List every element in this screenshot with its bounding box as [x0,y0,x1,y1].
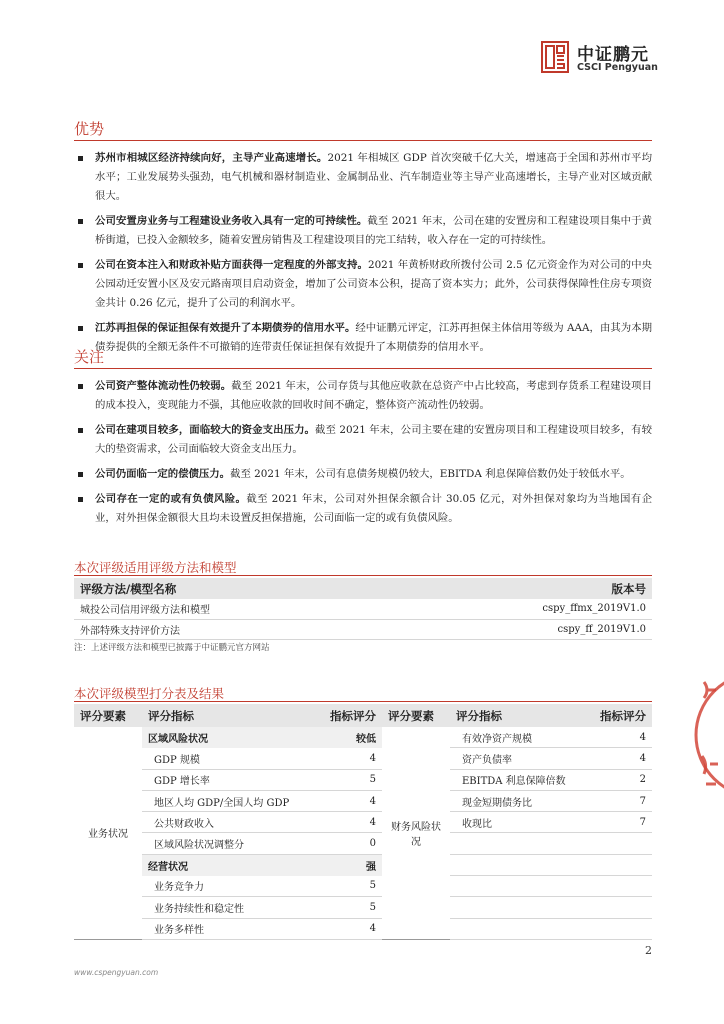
methods-title: 本次评级适用评级方法和模型 [74,560,237,575]
indicator-name: 现金短期债务比 [450,790,582,811]
item-text: 截至 2021 年末，公司有息债务规模仍较大，EBITDA 利息保障倍数仍处于较低水平。 [230,468,631,480]
page-header [0,0,724,110]
table-header-row [74,578,652,599]
indicator-score: 4 [306,812,382,833]
item-text: 2021 年黄桥财政所拨付公司 2.5 亿元资金作为对公司的中央公园动迁安置小区及安元路南项目启动资金，增加了公司资本公积，提高了资本实力；此外，公司获得保障性住房专项资金共计 0.26 亿元，提升了公司的利润水平。 [95,259,653,309]
item-heading: 公司资产整体流动性仍较弱。 [95,380,232,392]
indicator-score: 7 [582,790,652,811]
method-name: 城投公司信用评级方法和模型 [74,599,393,619]
empty-cell [582,833,652,854]
methods-rule [74,575,652,576]
indicator-name: GDP 规模 [142,748,306,769]
item-heading: 江苏再担保的保证担保有效提升了本期债券的信用水平。 [95,322,356,334]
indicator-name: 收现比 [450,812,582,833]
table-row [74,833,652,854]
indicator-name: 业务多样性 [142,918,306,939]
col-indicator-2: 评分指标 [450,704,582,727]
item-heading: 公司存在一定的或有负债风险。 [95,493,247,505]
strengths-rule [74,140,652,141]
table-row [74,727,652,748]
col-version: 版本号 [393,578,652,599]
indicator-name: 公共财政收入 [142,812,306,833]
indicator-name: 业务竞争力 [142,876,306,897]
indicator-score: 5 [306,769,382,790]
list-item [74,490,652,528]
footer-url: www.cspengyuan.com [74,968,159,977]
bullet-icon [78,472,83,477]
operation-score: 强 [306,854,382,875]
indicator-score: 4 [306,748,382,769]
table-row [74,748,652,769]
item-heading: 公司在建项目较多，面临较大的资金支出压力。 [95,424,316,436]
model-rule [74,701,652,702]
col-factor: 评分要素 [74,704,142,727]
table-row [74,812,652,833]
indicator-score: 4 [306,790,382,811]
indicator-name: 资产负债率 [450,748,582,769]
indicator-score: 4 [306,918,382,939]
list-item [74,319,652,357]
empty-cell [450,918,582,939]
table-row [74,599,652,619]
item-heading: 公司在资本注入和财政补贴方面获得一定程度的外部支持。 [95,259,368,271]
indicator-name: 业务持续性和稳定性 [142,897,306,918]
col-factor-2: 评分要素 [382,704,450,727]
table-row [74,790,652,811]
table-row [74,769,652,790]
item-heading: 公司安置房业务与工程建设业务收入具有一定的可持续性。 [95,215,368,227]
methods-table [74,578,652,640]
indicator-score: 4 [582,748,652,769]
list-item [74,149,652,206]
col-indicator: 评分指标 [142,704,306,727]
item-text: 截至 2021 年末，公司主要在建的安置房项目和工程建设项目较多，有较大的垫资需求，公司面临较大资金支出压力。 [95,424,653,455]
item-heading: 公司仍面临一定的偿债压力。 [95,468,231,480]
col-score: 指标评分 [306,704,382,727]
bullet-icon [78,326,83,331]
model-title: 本次评级模型打分表及结果 [74,686,225,701]
item-text: 2021 年相城区 GDP 首次突破千亿大关，增速高于全国和苏州市平均水平；工业发展势头强劲，电气机械和器材制造业、金属制品业、汽车制造业等主导产业高速增长，主导产业对区域贡献很大。 [95,152,652,202]
empty-cell [582,876,652,897]
region-subheading: 区域风险状况 [142,727,306,748]
col-method-name: 评级方法/模型名称 [74,578,393,599]
empty-cell [450,876,582,897]
list-item [74,465,652,484]
method-version: cspy_ff_2019V1.0 [393,619,652,640]
indicator-score: 4 [582,727,652,748]
table-row [74,619,652,640]
list-item [74,377,652,415]
empty-cell [582,918,652,939]
concerns-rule [74,368,652,369]
page-number: 2 [645,944,652,957]
operation-subheading: 经营状况 [142,854,306,875]
table-row [74,918,652,939]
seal-stamp-icon [688,660,724,810]
empty-cell [450,897,582,918]
bullet-icon [78,384,83,389]
empty-cell [582,854,652,875]
item-text: 截至 2021 年末，公司对外担保余额合计 30.05 亿元，对外担保对象均为当地国有企业，对外担保金额很大且均未设置反担保措施，公司面临一定的或有负债风险。 [95,493,652,524]
brand-name-en: CSCI Pengyuan [577,62,658,73]
item-text: 截至 2021 年末，公司存货与其他应收款在总资产中占比较高，考虑到存货系工程建设项目的成本投入，变现能力不强，其他应收款的回收时间不确定，整体资产流动性仍较弱。 [95,380,653,411]
table-row [74,854,652,875]
method-name: 外部特殊支持评价方法 [74,619,393,640]
strengths-title: 优势 [74,120,105,138]
bullet-icon [78,156,83,161]
model-score-table [74,704,652,940]
bullet-icon [78,263,83,268]
region-score: 较低 [306,727,382,748]
empty-cell [450,833,582,854]
indicator-name: 区域风险状况调整分 [142,833,306,854]
indicator-score: 0 [306,833,382,854]
bullet-icon [78,428,83,433]
financial-factor: 财务风险状况 [382,727,450,939]
indicator-score: 2 [582,769,652,790]
list-item [74,421,652,459]
strengths-list [74,149,652,363]
item-text: 截至 2021 年末，公司在建的安置房和工程建设项目集中于黄桥街道，已投入金额较多，随着安置房销售及工程建设项目的完工结转，收入存在一定的可持续性。 [95,215,653,246]
pengyuan-logo-icon [541,41,569,73]
list-item [74,212,652,250]
table-row [74,876,652,897]
item-heading: 苏州市相城区经济持续向好，主导产业高速增长。 [95,152,328,164]
list-item [74,256,652,313]
table-row [74,897,652,918]
methods-note: 注：上述评级方法和模型已披露于中证鹏元官方网站 [74,643,270,653]
brand-name-cn: 中证鹏元 [577,45,649,65]
concerns-list [74,377,652,534]
table-header-row [74,704,652,727]
bullet-icon [78,219,83,224]
item-text: 经中证鹏元评定，江苏再担保主体信用等级为 AAA，由其为本期债券提供的全额无条件不可撤销的连带责任保证担保有效提升了本期债券的信用水平。 [95,322,652,353]
empty-cell [450,854,582,875]
indicator-score: 5 [306,876,382,897]
indicator-name: 地区人均 GDP/全国人均 GDP [142,790,306,811]
empty-cell [582,897,652,918]
indicator-score: 7 [582,812,652,833]
method-version: cspy_ffmx_2019V1.0 [393,599,652,619]
bullet-icon [78,497,83,502]
col-score-2: 指标评分 [582,704,652,727]
indicator-name: EBITDA 利息保障倍数 [450,769,582,790]
indicator-name: GDP 增长率 [142,769,306,790]
indicator-name: 有效净资产规模 [450,727,582,748]
business-factor: 业务状况 [74,727,142,939]
concerns-title: 关注 [74,348,105,366]
indicator-score: 5 [306,897,382,918]
